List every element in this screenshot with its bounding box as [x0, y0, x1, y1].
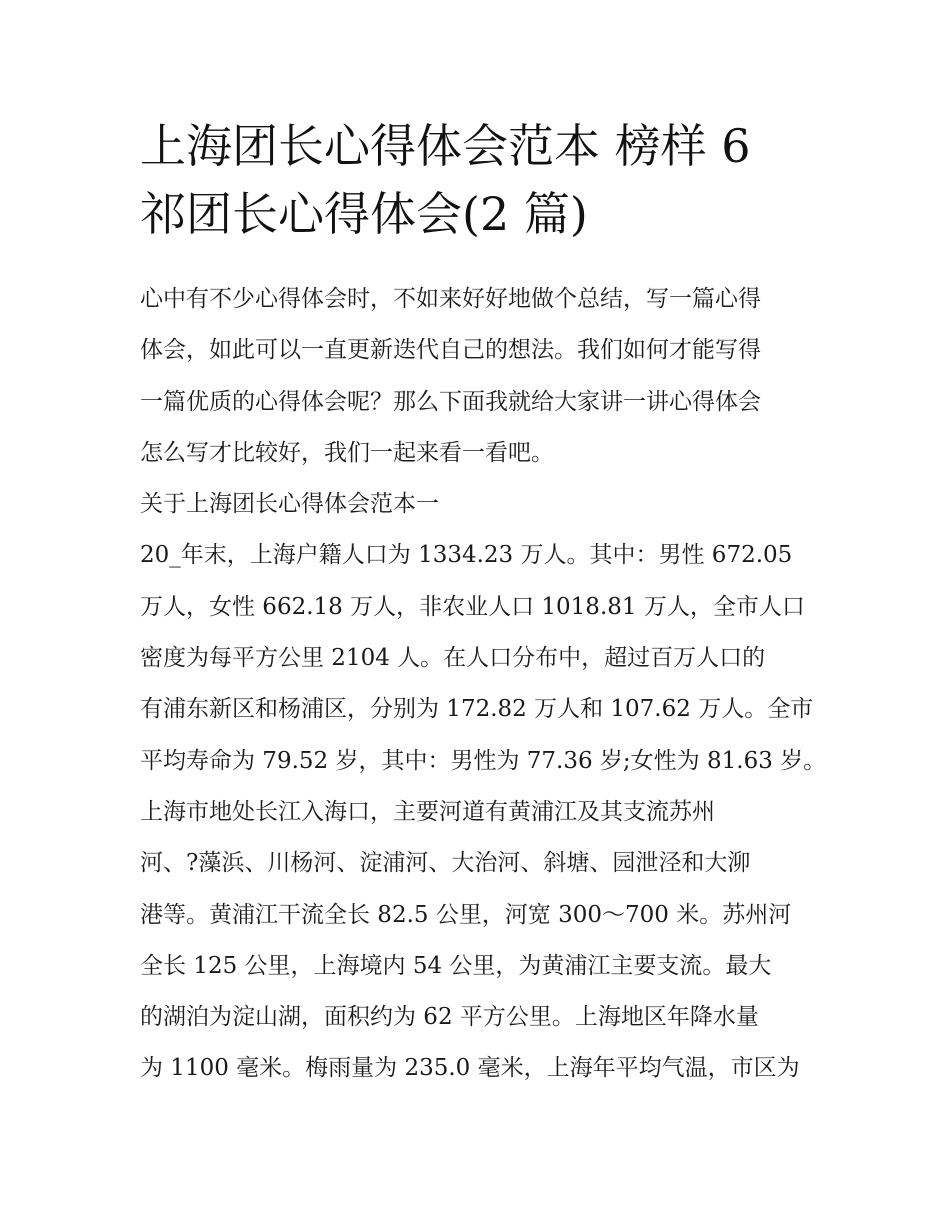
- paragraph-line: 港等。黄浦江干流全长 82.5 公里，河宽 300～700 米。苏州河: [140, 901, 792, 928]
- paragraph-line: 20_年末，上海户籍人口为 1334.23 万人。其中：男性 672.05: [140, 542, 793, 569]
- paragraph-line: 怎么写才比较好，我们一起来看一看吧。: [140, 439, 554, 466]
- title-line: 上海团长心得体会范本 榜样 6: [140, 119, 751, 173]
- document-title: [140, 112, 820, 248]
- paragraph-line: 全长 125 公里，上海境内 54 公里，为黄浦江主要支流。最大: [140, 952, 772, 979]
- paragraph-line: 体会，如此可以一直更新迭代自己的想法。我们如何才能写得: [140, 337, 761, 364]
- paragraph-line: 万人，女性 662.18 万人，非农业人口 1018.81 万人，全市人口: [140, 593, 805, 620]
- paragraph-line: 河、?藻浜、川杨河、淀浦河、大治河、斜塘、园泄泾和大泖: [140, 850, 751, 877]
- paragraph-line: 有浦东新区和杨浦区，分别为 172.82 万人和 107.62 万人。全市: [140, 696, 814, 723]
- paragraph-line: 密度为每平方公里 2104 人。在人口分布中，超过百万人口的: [140, 645, 766, 672]
- paragraph-line: 为 1100 毫米。梅雨量为 235.0 毫米，上海年平均气温，市区为: [140, 1055, 800, 1082]
- paragraph-line: 的湖泊为淀山湖，面积约为 62 平方公里。上海地区年降水量: [140, 1004, 759, 1031]
- paragraph-line: 一篇优质的心得体会呢？那么下面我就给大家讲一讲心得体会: [140, 388, 761, 415]
- paragraph-line: 上海市地处长江入海口，主要河道有黄浦江及其支流苏州: [140, 798, 715, 825]
- paragraph-line: 平均寿命为 79.52 岁，其中：男性为 77.36 岁;女性为 81.63 岁。: [140, 747, 827, 774]
- document-body: [140, 274, 830, 1095]
- section-heading: 关于上海团长心得体会范本一: [140, 491, 439, 518]
- paragraph-line: 心中有不少心得体会时，不如来好好地做个总结，写一篇心得: [140, 286, 761, 312]
- title-line: 祁团长心得体会(2 篇): [140, 187, 588, 241]
